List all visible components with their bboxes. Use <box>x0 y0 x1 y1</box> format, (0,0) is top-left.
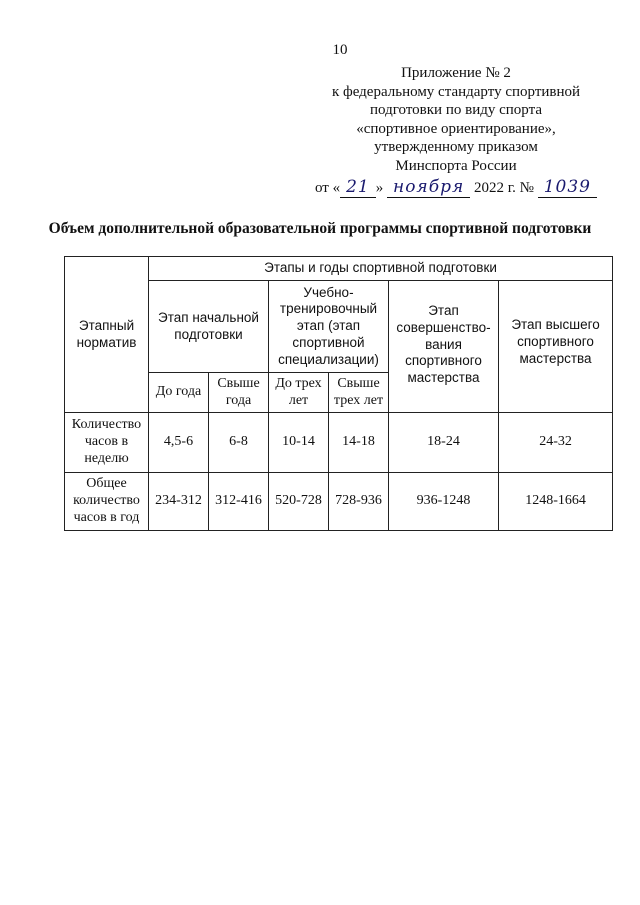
stage-highest-header: Этап высшего спортивного мастерства <box>499 281 613 413</box>
appendix-line: подготовки по виду спорта <box>370 102 542 119</box>
appendix-line: Минспорта России <box>395 157 517 174</box>
stage-improvement-header: Этап совершенство-вания спортивного мастерства <box>389 281 499 413</box>
value-cell: 10-14 <box>269 413 329 473</box>
value-cell: 312-416 <box>209 473 269 531</box>
appendix-line: Приложение № 2 <box>401 65 511 81</box>
value-cell: 24-32 <box>499 413 613 473</box>
appendix-line: утвержденному приказом <box>374 139 538 156</box>
page-number: 10 <box>332 42 348 58</box>
subheader-cell: До трех лет <box>269 373 329 413</box>
date-year: 2022 г. № <box>473 179 534 196</box>
subheader-cell: До года <box>149 373 209 413</box>
value-cell: 728-936 <box>329 473 389 531</box>
order-number: 1039 <box>538 177 597 198</box>
value-cell: 936-1248 <box>389 473 499 531</box>
date-prefix: от « <box>315 179 341 196</box>
norms-table <box>64 256 613 531</box>
table-row <box>65 413 613 473</box>
appendix-line: «спортивное ориентирование», <box>356 120 556 137</box>
document-title: Объем дополнительной образовательной программы спортивной подготовки <box>48 220 592 237</box>
value-cell: 1248-1664 <box>499 473 613 531</box>
table-row <box>65 473 613 531</box>
value-cell: 6-8 <box>209 413 269 473</box>
stage-initial-header: Этап начальной подготовки <box>149 281 269 373</box>
stages-group-header: Этапы и годы спортивной подготовки <box>149 257 613 281</box>
subheader-cell: Свыше трех лет <box>329 373 389 413</box>
row-label-cell: Количество часов в неделю <box>65 413 149 473</box>
row-header-cell: Этапный норматив <box>65 257 149 413</box>
row-label-cell: Общее количество часов в год <box>65 473 149 531</box>
value-cell: 520-728 <box>269 473 329 531</box>
date-day: 21 <box>340 177 376 198</box>
appendix-block <box>306 64 606 197</box>
appendix-line: к федеральному стандарту спортивной <box>331 83 581 100</box>
value-cell: 4,5-6 <box>149 413 209 473</box>
subheader-cell: Свыше года <box>209 373 269 413</box>
value-cell: 14-18 <box>329 413 389 473</box>
order-date-line <box>306 178 606 198</box>
date-month: ноября <box>387 177 470 198</box>
value-cell: 234-312 <box>149 473 209 531</box>
value-cell: 18-24 <box>389 413 499 473</box>
stage-training-header: Учебно-тренировочный этап (этап спортивной специализации) <box>269 281 389 373</box>
date-mid: » <box>375 179 384 196</box>
